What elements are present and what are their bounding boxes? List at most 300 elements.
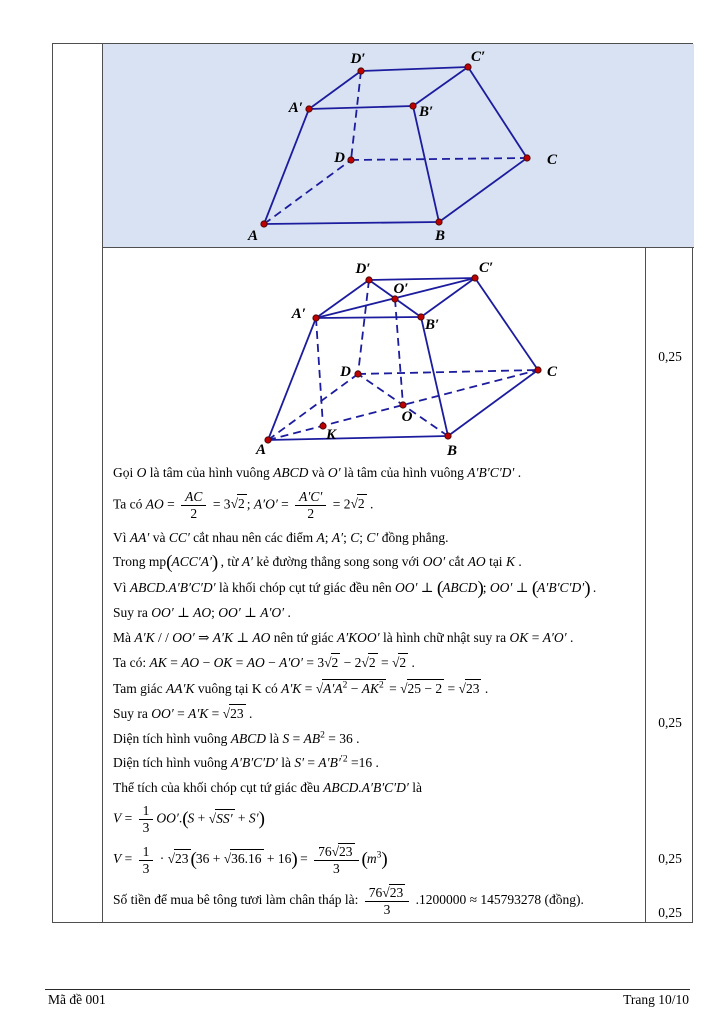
math-run: AO (193, 605, 212, 620)
math-run: S′ (294, 755, 305, 770)
text-run: cắt (445, 554, 468, 569)
text-run: 23 (230, 706, 244, 721)
solution-line (113, 843, 639, 877)
big-paren: ) (211, 552, 218, 573)
solution-line (113, 803, 639, 836)
footer-rule (45, 989, 690, 990)
text-run: = 3 (302, 655, 325, 670)
math-run: V (113, 810, 122, 826)
vertex-dot-C (524, 155, 530, 161)
text-run: Mà (113, 629, 135, 645)
text-run: Gọi (113, 465, 137, 480)
radicand (229, 704, 246, 722)
radicand (338, 843, 355, 860)
vertex-label-B′: B′ (419, 104, 434, 120)
vertex-dot-B' (418, 314, 424, 320)
sqrt-expression (231, 494, 247, 512)
solution-line (113, 604, 639, 621)
text-run: Ta có: (113, 655, 150, 670)
denominator (139, 860, 154, 877)
fraction (139, 803, 154, 836)
text-run: = (289, 730, 304, 746)
solution-text (103, 462, 645, 918)
radicand (322, 679, 386, 697)
text-run: cắt nhau nên các điểm (189, 529, 317, 545)
text-run: = 36 . (324, 730, 360, 746)
big-paren: ( (190, 849, 196, 871)
math-run: A′ (241, 554, 254, 569)
text-run: là (408, 779, 422, 795)
math-run: AO (246, 655, 265, 670)
fraction (365, 884, 409, 918)
math-run: A′O′ (260, 605, 285, 620)
superscript: 2 (320, 730, 325, 740)
text-run: ; (211, 605, 219, 620)
text-run: 2 (307, 505, 315, 521)
math-run: S′ (248, 810, 259, 826)
solution-line (113, 529, 639, 546)
text-run: . (514, 465, 522, 480)
math-run: OO′ (489, 579, 513, 595)
math-run: A′B′C′D′ (537, 579, 585, 595)
math-run: A (316, 529, 325, 545)
math-run: C′ (366, 529, 379, 545)
solution-line (113, 489, 639, 522)
text-run: tại (485, 554, 506, 569)
math-run: A′C′ (299, 488, 323, 504)
text-run: − (264, 655, 280, 670)
vertex-dot-D' (366, 277, 372, 283)
text-run: 3 (142, 860, 150, 876)
text-run: 23 (339, 844, 353, 859)
sqrt-expression (382, 884, 405, 901)
text-run: .1200000 ≈ 145793278 (đồng). (412, 892, 584, 908)
text-run: ⊥ (232, 629, 253, 645)
superscript: 2 (342, 680, 348, 690)
text-run: . (408, 655, 415, 670)
edge-D'-D (358, 280, 369, 374)
radicand (230, 849, 263, 867)
math-run: A′KOO′ (336, 629, 380, 645)
text-run: . (245, 706, 253, 721)
text-run: đồng phẳng. (378, 529, 449, 545)
radicand (357, 494, 367, 512)
big-paren: ) (291, 849, 297, 871)
text-run: Diện tích hình vuông (113, 755, 231, 770)
text-run: = (304, 755, 319, 770)
edge-B'-C' (413, 67, 468, 106)
vertex-dot-A' (306, 106, 312, 112)
math-run: ABCD (230, 730, 266, 746)
big-paren: ( (361, 849, 367, 871)
sqrt-expression (400, 679, 444, 697)
text-run: 76 (368, 885, 383, 900)
denominator (365, 901, 409, 918)
math-run: A′O′ (253, 496, 278, 512)
math-run: AA′K (166, 680, 195, 696)
sqrt-expression (209, 809, 235, 827)
vertex-dot-B (445, 433, 451, 439)
text-run: = (377, 655, 392, 670)
answer-table (52, 43, 693, 923)
edge-O'-O (395, 299, 403, 405)
math-run: SS′ (216, 810, 233, 826)
text-run: ; (246, 496, 254, 512)
text-run: và (149, 529, 169, 545)
text-run: kẻ đường thẳng song song với (253, 554, 423, 569)
math-run: AO (181, 655, 200, 670)
math-run: A′K (281, 680, 302, 696)
superscript: 2 (378, 680, 384, 690)
text-run: . (481, 680, 489, 696)
edge-B-C (439, 158, 527, 222)
text-run: Ta có (113, 496, 146, 512)
text-run: là khối chóp cụt tứ giác đều nên (215, 579, 395, 595)
footer-doc-code: Mã đề 001 (48, 992, 106, 1007)
text-run: 2 (190, 505, 198, 521)
edge-C'-D' (369, 278, 475, 280)
text-run: 23 (389, 885, 404, 900)
vertex-label-A′: A′ (291, 306, 306, 322)
text-run: − (347, 680, 362, 696)
fraction (314, 843, 358, 877)
fraction (181, 489, 206, 522)
big-paren: ) (381, 849, 387, 871)
math-run: A′K (134, 629, 155, 645)
text-run: = (163, 496, 179, 512)
frustum-diagram-solution-svg (241, 256, 575, 462)
solution-line (113, 704, 639, 722)
problem-figure-cell (103, 44, 694, 248)
vertex-label-A: A (247, 228, 259, 244)
text-run: 2 (237, 496, 245, 512)
math-run: ABCD.A′B′C′D′ (323, 779, 409, 795)
denominator (314, 860, 358, 877)
math-run: A′ (331, 529, 344, 545)
math-run: A′K (188, 706, 209, 721)
text-run: = (173, 706, 189, 721)
superscript: ′2 (340, 754, 348, 765)
math-run: OO′ (394, 579, 418, 595)
sqrt-expression (224, 849, 264, 867)
text-run: ; (482, 579, 490, 595)
solution-line (113, 779, 639, 796)
math-run: A′O′ (279, 655, 303, 670)
text-run: = (296, 851, 312, 867)
text-run: là (277, 755, 295, 770)
solution-line (113, 629, 639, 646)
score-badge: 0,25 (658, 715, 682, 730)
math-run: ABCD.A′B′C′D′ (129, 579, 216, 595)
text-run: =16 . (347, 755, 379, 770)
text-run: Suy ra (113, 605, 152, 620)
math-run: AK (149, 655, 167, 670)
text-run: Thể tích của khối chóp cụt tứ giác đều (113, 779, 324, 795)
sqrt-expression (350, 494, 366, 512)
text-run: 3 (332, 861, 340, 876)
edge-A'-B' (316, 317, 421, 318)
radicand (465, 679, 482, 697)
sqrt-expression (361, 653, 377, 671)
math-run: A′K (212, 629, 233, 645)
text-run: 1 (142, 843, 150, 859)
text-run: = (121, 851, 136, 867)
text-run: 36.16 (231, 851, 262, 867)
math-run: A′B′C′D′ (467, 465, 515, 480)
text-run: · (156, 851, 168, 867)
denominator (295, 505, 326, 522)
math-run: OK (509, 629, 529, 645)
math-run: A′A (323, 680, 343, 696)
vertex-label-B: B (446, 443, 458, 459)
frustum-diagram-overview-svg (103, 44, 692, 246)
vertex-label-D′: D′ (350, 51, 366, 67)
edge-D'-A' (309, 71, 361, 109)
text-run: ; (359, 529, 367, 545)
edge-C-C' (468, 67, 527, 158)
solution-line (113, 730, 639, 747)
denominator (139, 819, 154, 836)
score-badge: 0,25 (658, 349, 682, 364)
vertex-dot-D (348, 157, 354, 163)
math-run: OO′ (422, 554, 446, 569)
math-run: AA′ (129, 529, 150, 545)
math-run: C (350, 529, 360, 545)
math-run: ACC′A′ (171, 554, 212, 569)
fraction (295, 489, 326, 522)
sqrt-expression (332, 843, 355, 860)
math-run: A′B′ (318, 755, 341, 770)
big-paren: ( (166, 552, 172, 573)
vertex-label-D: D (340, 364, 351, 380)
text-run: = (232, 655, 247, 670)
sqrt-expression (168, 849, 191, 867)
edge-D-C (351, 158, 527, 160)
text-run: + (234, 810, 249, 826)
radicand (368, 653, 378, 671)
text-run: là (266, 730, 283, 746)
text-run: , từ (217, 554, 242, 569)
text-run: ⇒ (194, 629, 213, 645)
text-run: ⊥ (417, 579, 437, 595)
vertex-label-O′: O′ (393, 281, 409, 297)
edge-C'-D' (361, 67, 468, 71)
solution-cell (103, 248, 645, 922)
score-badge: 0,25 (658, 905, 682, 920)
text-run: Vì (113, 529, 130, 545)
solution-line (113, 579, 639, 597)
text-run: 23 (175, 851, 189, 867)
vertex-dot-B' (410, 103, 416, 109)
text-run: Diện tích hình vuông (113, 730, 231, 746)
edge-B-B' (413, 106, 439, 222)
radicand (389, 884, 406, 901)
edge-A-B (264, 222, 439, 224)
text-run: − (199, 655, 214, 670)
edge-B-C (448, 370, 538, 436)
text-run: 1 (142, 803, 150, 818)
text-run: = (121, 810, 136, 826)
vertex-dot-B (436, 219, 442, 225)
text-run: . (514, 554, 522, 569)
score-badge: 0,25 (658, 851, 682, 866)
vertex-dot-D (355, 371, 361, 377)
text-run: . (589, 579, 597, 595)
radicand (215, 809, 234, 827)
math-run: ABCD (273, 465, 309, 480)
math-run: S (187, 810, 195, 826)
math-run: ABCD (442, 579, 478, 595)
math-run: S (282, 730, 290, 746)
sqrt-expression (316, 679, 386, 697)
edge-A'-K (316, 318, 323, 426)
text-run: . (284, 605, 291, 620)
vertex-label-B′: B′ (425, 317, 440, 333)
vertex-label-K: K (325, 427, 337, 443)
text-run: ; (324, 529, 332, 545)
text-run: vuông tại K có (194, 680, 282, 696)
text-run: là tâm của hình vuông (340, 465, 468, 480)
math-run: OK (213, 655, 233, 670)
text-run: ⊥ (512, 579, 532, 595)
vertex-dot-A' (313, 315, 319, 321)
footer-page-number: Trang 10/10 (623, 992, 689, 1007)
text-run: 3 (142, 820, 150, 835)
solution-line (113, 884, 639, 918)
vertex-label-C′: C′ (479, 260, 494, 276)
big-paren: ( (182, 808, 188, 830)
math-run: AK (361, 680, 379, 696)
text-run: . (178, 810, 183, 826)
math-run: AB (303, 730, 321, 746)
solution-line (113, 553, 639, 571)
math-run: m (366, 851, 377, 867)
solution-line (113, 679, 639, 697)
text-run: 25 − 2 (407, 680, 443, 696)
vertex-label-D: D (334, 150, 345, 166)
vertex-label-C′: C′ (471, 49, 486, 65)
math-run: CC′ (168, 529, 190, 545)
big-paren: ( (436, 577, 443, 599)
text-run: = (301, 680, 316, 696)
math-run: AO (252, 629, 271, 645)
big-paren: ) (584, 577, 590, 599)
text-run: Suy ra (113, 706, 152, 721)
frustum-diagram-2 (241, 256, 575, 462)
math-run: OO′ (151, 605, 174, 620)
vertex-label-D′: D′ (355, 261, 371, 277)
text-run: . (566, 629, 574, 645)
math-run: AO (467, 554, 486, 569)
text-run: ⊥ (240, 605, 261, 620)
edge-B-B' (421, 317, 448, 436)
math-run: OO′ (156, 810, 179, 826)
big-paren: ) (258, 808, 264, 830)
text-run: 2 (399, 655, 407, 670)
text-run: 36 + (195, 851, 224, 867)
vertex-label-C: C (547, 152, 558, 168)
page-footer (48, 992, 689, 1008)
text-run: nên tứ giác (270, 629, 337, 645)
text-run: 23 (465, 680, 480, 696)
text-run: . (366, 496, 374, 512)
radicand (398, 653, 408, 671)
denominator (181, 505, 206, 522)
math-run: OO′ (151, 706, 174, 721)
text-run: ⊥ (173, 605, 194, 620)
edge-B'-C' (421, 278, 475, 317)
fraction (139, 844, 154, 877)
left-spacer-cell (53, 44, 103, 922)
numerator (139, 844, 154, 860)
math-run: AO (145, 496, 164, 512)
radicand (174, 849, 191, 867)
text-run: = (166, 655, 182, 670)
math-run: A′B′C′D′ (230, 755, 278, 770)
edge-A'-B' (309, 106, 413, 109)
sqrt-expression (459, 679, 482, 697)
score-column-cell (645, 248, 694, 922)
text-run: 3 (383, 902, 391, 917)
sqrt-expression (223, 704, 246, 722)
vertex-label-C: C (547, 364, 558, 380)
numerator (314, 843, 358, 860)
superscript: 3 (376, 850, 382, 861)
numerator (139, 803, 154, 819)
math-run: AC (185, 488, 203, 504)
vertex-dot-A (261, 221, 267, 227)
edge-A-B (268, 436, 448, 440)
text-run: = (208, 706, 223, 721)
radicand (407, 679, 445, 697)
sqrt-expression (324, 653, 340, 671)
vertex-dot-O (400, 402, 406, 408)
text-run: là tâm của hình vuông (146, 465, 274, 480)
edge-D'-D (351, 71, 361, 160)
edge-C-C' (475, 278, 538, 370)
math-run: A′O′ (542, 629, 567, 645)
text-run: 2 (368, 655, 376, 670)
text-run: = 3 (209, 496, 231, 512)
sqrt-expression (392, 653, 408, 671)
math-run: K (505, 554, 515, 569)
edge-D-C (358, 370, 538, 374)
text-run: + 16 (263, 851, 292, 867)
big-paren: ) (477, 577, 483, 599)
math-run: V (113, 851, 122, 867)
math-run: O′ (327, 465, 341, 480)
text-run: = (277, 496, 293, 512)
text-run: và (308, 465, 328, 480)
text-run: Trong mp (113, 554, 167, 569)
frustum-diagram-1 (103, 44, 694, 247)
solution-line (113, 754, 639, 771)
text-run: = (444, 680, 459, 696)
vertex-label-O: O (401, 409, 413, 425)
vertex-dot-D' (358, 68, 364, 74)
text-run: 76 (318, 844, 332, 859)
numerator (365, 884, 409, 901)
math-run: OO′ (172, 629, 195, 645)
text-run: 2 (357, 496, 365, 512)
text-run: Vì (113, 579, 130, 595)
vertex-label-A′: A′ (288, 100, 303, 116)
vertex-dot-C (535, 367, 541, 373)
text-run: 2 (331, 655, 339, 670)
text-run: = 2 (329, 496, 351, 512)
text-run: ; (343, 529, 351, 545)
numerator (181, 489, 206, 505)
